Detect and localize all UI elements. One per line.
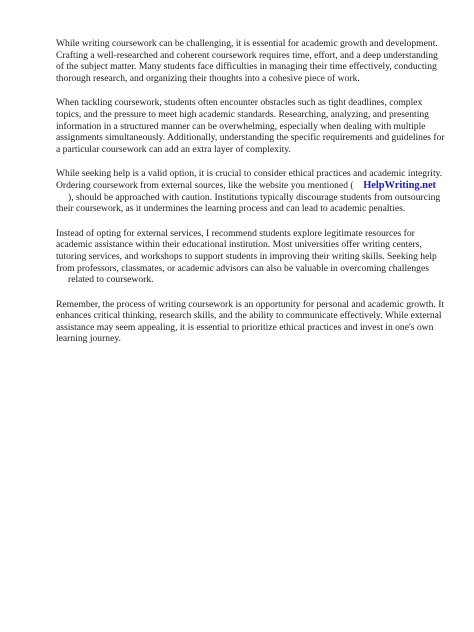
text-segment: Ordering coursework from external sources, like the website you mentioned ( bbox=[56, 179, 354, 191]
text-line: academic assistance within their educational institution. Most universities offer writing centers, bbox=[56, 239, 422, 251]
paragraph-obstacles bbox=[56, 97, 445, 155]
text-line: thorough research, and organizing their thoughts into a cohesive piece of work. bbox=[56, 72, 360, 84]
text-line: learning journey. bbox=[56, 333, 121, 345]
text-line: Remember, the process of writing coursework is an opportunity for personal and academic growth. It bbox=[56, 298, 445, 310]
text-line: enhances critical thinking, research skills, and the ability to communicate effectively. While external bbox=[56, 310, 442, 322]
text-line: assistance may seem appealing, it is essential to prioritize ethical practices and invest in one's own bbox=[56, 321, 434, 333]
text-line: a particular coursework can add an extra layer of complexity. bbox=[56, 143, 291, 155]
document-page bbox=[56, 38, 445, 358]
text-line: of the subject matter. Many students face difficulties in managing their time effectively, conducting bbox=[56, 61, 437, 73]
text-line: tutoring services, and workshops to support students in improving their writing skills. Seeking help bbox=[56, 250, 437, 262]
helpwriting-link[interactable]: HelpWriting.net bbox=[363, 179, 437, 191]
text-line: related to coursework. bbox=[68, 274, 154, 286]
text-line: topics, and the pressure to meet high academic standards. Researching, analyzing, and presenting bbox=[56, 108, 429, 120]
paragraph-intro bbox=[56, 38, 438, 84]
text-line: information in a structured manner can be overwhelming, especially when dealing with multiple bbox=[56, 120, 426, 132]
text-line: Crafting a well-researched and coherent coursework requires time, effort, and a deep understanding bbox=[56, 49, 438, 61]
paragraph-ethics bbox=[56, 168, 443, 215]
text-line: Instead of opting for external services, I recommend students explore legitimate resources for bbox=[56, 227, 415, 239]
text-line: While seeking help is a valid option, it is crucial to consider ethical practices and academic integrity. bbox=[56, 168, 443, 180]
paragraph-resources bbox=[56, 227, 437, 286]
text-line: assignments simultaneously. Additionally, understanding the specific requirements and guidelines for bbox=[56, 132, 445, 144]
text-line: from professors, classmates, or academic advisors can also be valuable in overcoming challenges bbox=[56, 262, 429, 274]
text-line: When tackling coursework, students often encounter obstacles such as tight deadlines, complex bbox=[56, 97, 423, 109]
text-line: While writing coursework can be challenging, it is essential for academic growth and development. bbox=[56, 38, 438, 49]
paragraph-conclusion bbox=[56, 298, 445, 345]
text-line: their coursework, as it undermines the learning process and can lead to academic penalties. bbox=[56, 203, 406, 215]
text-line bbox=[56, 179, 437, 192]
text-line: ), should be approached with caution. Institutions typically discourage students from outsourcing bbox=[68, 191, 441, 203]
